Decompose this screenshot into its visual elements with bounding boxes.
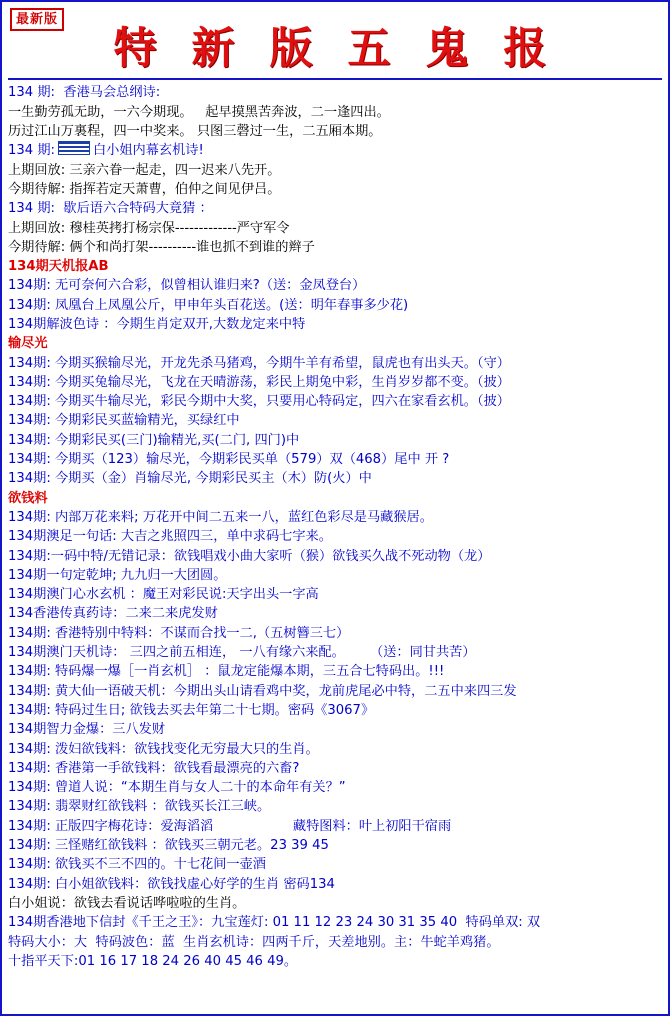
text-line: 134期: 香港第一手欲钱料：欲钱看最漂亮的六畜? [8, 760, 300, 776]
text-line: 134期: 今期买（123）输尽光，今期彩民买单（579）双（468）尾中 开 ? [8, 452, 450, 468]
text-line: 134期: 今期买牛输尽光，彩民今期中大奖，只要用心特码定，四六在家看玄机。（披） [8, 394, 510, 410]
text-line: 134期澳足一句话: 大吉之兆照四三，单中求码七字来。 [8, 529, 332, 545]
section-heading: 欲钱料 [8, 490, 48, 506]
text-line: 134期: 黄大仙一语破天机：今期出头山请看鸡中奖，龙前虎尾必中特，二五中来四三发 [8, 683, 517, 699]
text-line: 今期待解: 指挥若定天萧曹，伯仲之间见伊吕。 [8, 181, 281, 197]
text-line: 134期: 凤凰台上凤凰公斤，甲申年头百花送。(送：明年春事多少花) [8, 297, 409, 313]
text-line: 上期回放: 穆桂英拷打杨宗保-------------严守军令 [8, 220, 290, 236]
text-line: 134期: 特码爆一爆［一肖玄机］ ：鼠龙定能爆本期，三五合七特码出。!!! [8, 664, 445, 680]
text-line: 134 期: 香港马会总纲诗: [8, 85, 161, 101]
text-line: 一生勤劳孤无助，一六今期现。 起早摸黑苦奔波，二一逢四出。 [8, 104, 390, 120]
content-body [8, 83, 662, 971]
line-suffix: 白小姐内幕玄机诗! [93, 143, 204, 159]
text-line: 134期: 泼妇欲钱料：欲钱找变化无穷最大只的生肖。 [8, 741, 319, 757]
text-line: 134期: 内部万花来料; 万花开中间二五来一八，蓝红色彩尽是马藏猴居。 [8, 509, 433, 525]
text-line: 134期: 今期买兔输尽光，飞龙在天晴游荡，彩民上期兔中彩，生肖岁岁都不变。（披） [8, 374, 510, 390]
text-line: 134期: 翡翠财红欲钱料 ：欲钱买长江三峡。 [8, 799, 271, 815]
text-line: 134期一句定乾坤; 九九归一大团圆。 [8, 567, 227, 583]
text-line: 134期: 白小姐欲钱料：欲钱找虚心好学的生肖 密码134 [8, 876, 335, 892]
text-line: 特码大小：大 特码波色：蓝 生肖玄机诗：四两千斤，天差地别。主：牛蛇羊鸡猪。 [8, 934, 500, 950]
section-heading: 输尽光 [8, 336, 48, 352]
text-line: 上期回放: 三亲六眷一起走，四一迟来八先开。 [8, 162, 281, 178]
page-inner [2, 2, 668, 1014]
text-line: 134期澳门天机诗： 三四之前五相连， 一八有缘六来配。 （送：同甘共苦） [8, 645, 476, 661]
text-line: 134期: 无可奈何六合彩，似曾相认谁归来?（送：金凤登台） [8, 278, 366, 294]
section-heading: 134期天机报AB [8, 259, 109, 275]
line-prefix: 134 期: [8, 143, 55, 159]
text-line: 134期: 今期彩民买蓝输精光，买绿红中 [8, 413, 240, 429]
latest-version-badge: 最新版 [10, 8, 64, 31]
text-line: 134期: 香港特别中特料：不谋而合找一二,（五树簪三七） [8, 625, 350, 641]
text-line-with-flag [8, 141, 662, 160]
text-line: 十指平天下:01 16 17 18 24 26 40 45 46 49。 [8, 953, 298, 969]
text-line: 134期: 今期买（金）肖输尽光, 今期彩民买主（木）防(火）中 [8, 471, 372, 487]
text-line: 134 期: 歇后语六合特码大竟猜 ： [8, 201, 213, 217]
text-line: 134期解波色诗 ：今期生肖定双开,大数龙定来中特 [8, 317, 306, 332]
text-line: 白小姐说：欲钱去看说话哗啦啦的生肖。 [8, 895, 246, 911]
text-line: 134香港传真药诗：二来二来虎发财 [8, 606, 218, 622]
text-line: 134期香港地下信封《千王之王》：九宝莲灯: 01 11 12 23 24 30 31 35 40 特码单双: 双 [8, 915, 541, 931]
text-line: 134期: 曾道人说：“本期生肖与女人二十的本命年有关？” [8, 780, 346, 796]
page-title: 特 新 版 五 鬼 报 [113, 24, 557, 74]
title-divider [8, 78, 662, 80]
text-line: 134期: 特码过生日; 欲钱去买去年第二十七期。密码《3067》 [8, 702, 375, 718]
text-line: 134期澳门心水玄机 ：魔王对彩民说:天字出头一字高 [8, 587, 319, 603]
text-line: 134期:一码中特/无错记录：欲钱唱戏小曲大家听（猴）欲钱买久战不死动物（龙） [8, 548, 491, 564]
text-line: 134期: 三怪赌红欲钱料 ：欲钱买三朝元老。23 39 45 [8, 838, 329, 854]
text-line: 134期: 正版四字梅花诗：爱海滔滔 藏特图料：叶上初阳干宿雨 [8, 818, 452, 834]
text-line: 134期智力金爆：三八发财 [8, 722, 166, 738]
text-line: 134期: 今期买猴输尽光，开龙先杀马猪鸡，今期牛羊有希望，鼠虎也有出头天。（守） [8, 355, 510, 371]
title-container [8, 25, 662, 74]
flag-icon [58, 141, 90, 155]
text-line: 历过江山万裏程，四一中奖来。 只图三磬过一生，二五厢本期。 [8, 124, 382, 140]
text-line: 134期: 今期彩民买(三门)输精光,买(二门, 四门)中 [8, 432, 300, 448]
text-line: 今期待解: 俩个和尚打架----------谁也抓不到谁的辫子 [8, 239, 315, 255]
text-line: 134期: 欲钱买不三不四的。十七花间一壶酒 [8, 857, 266, 873]
